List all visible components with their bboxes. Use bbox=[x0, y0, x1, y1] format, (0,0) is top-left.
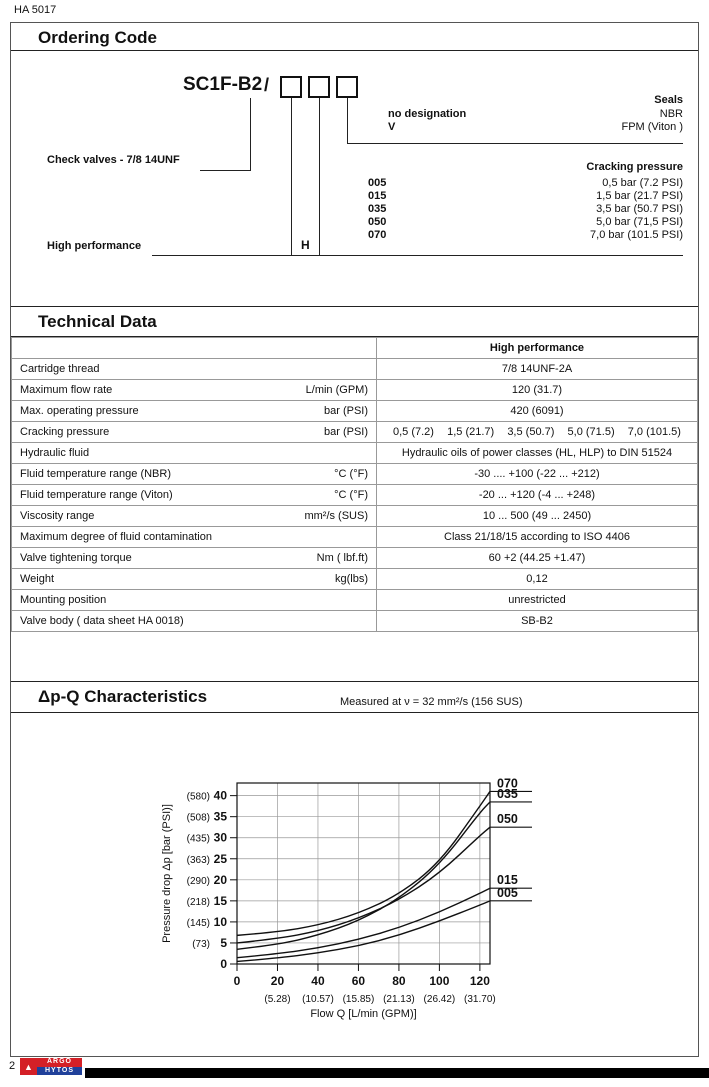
x-tick-gpm-label: (5.28) bbox=[264, 994, 291, 1005]
y-tick-psi-label: (580) bbox=[186, 791, 210, 803]
table-row bbox=[12, 569, 698, 590]
seals-value-nbr: NBR bbox=[659, 108, 683, 120]
logo-text-argo: ARGO bbox=[37, 1058, 82, 1067]
connector-check-valves-horizontal bbox=[200, 170, 251, 171]
cracking-value-050: 5,0 bar (71,5 PSI) bbox=[596, 216, 683, 228]
plot-border bbox=[237, 783, 490, 964]
x-tick-label: 120 bbox=[469, 974, 490, 988]
y-tick-psi-label: (73) bbox=[192, 938, 210, 950]
connector-seals-horizontal bbox=[347, 143, 683, 144]
y-tick-label: 5 bbox=[220, 935, 227, 950]
y-tick-label: 10 bbox=[213, 914, 227, 929]
spec-label: Maximum flow rate bbox=[20, 384, 113, 396]
spec-label: Max. operating pressure bbox=[20, 405, 139, 417]
connector-high-performance-vertical bbox=[291, 98, 292, 256]
cracking-value: 7,0 (101.5) bbox=[627, 426, 681, 438]
spec-label-cell bbox=[12, 443, 377, 464]
table-row bbox=[12, 506, 698, 527]
x-tick-gpm-label: (21.13) bbox=[383, 994, 415, 1005]
x-axis-title: Flow Q [L/min (GPM)] bbox=[310, 1008, 417, 1020]
spec-value-cell: SB-B2 bbox=[377, 611, 698, 632]
spec-value-cell: -20 ... +120 (-4 ... +248) bbox=[377, 485, 698, 506]
spec-label: Weight bbox=[20, 573, 55, 585]
spec-unit: L/min (GPM) bbox=[305, 384, 368, 396]
spec-value-cell: -30 .... +100 (-22 ... +212) bbox=[377, 464, 698, 485]
y-axis-title: Pressure drop Δp [bar (PSI)] bbox=[161, 804, 173, 943]
cracking-value: 1,5 (21.7) bbox=[447, 426, 495, 438]
curve-035 bbox=[237, 802, 490, 949]
cracking-code-070: 070 bbox=[368, 229, 387, 241]
code-box-3 bbox=[336, 76, 358, 98]
spec-label: Maximum degree of fluid contamination bbox=[20, 531, 212, 543]
spec-label-cell bbox=[12, 506, 377, 527]
page-number: 2 bbox=[9, 1060, 16, 1072]
cracking-code-005: 005 bbox=[368, 177, 387, 189]
ordering-code-slash: / bbox=[264, 75, 270, 95]
spec-label-cell bbox=[12, 401, 377, 422]
spec-value-cell: 60 +2 (44.25 +1.47) bbox=[377, 548, 698, 569]
y-tick-psi-label: (435) bbox=[186, 833, 210, 845]
dp-q-subtitle: Measured at ν = 32 mm²/s (156 SUS) bbox=[340, 696, 523, 708]
y-tick-psi-label: (218) bbox=[186, 896, 210, 908]
spec-label-cell bbox=[12, 590, 377, 611]
y-tick-label: 30 bbox=[213, 830, 227, 845]
spec-label-cell bbox=[12, 464, 377, 485]
seals-code-no-designation: no designation bbox=[388, 108, 467, 120]
section-divider bbox=[11, 306, 698, 307]
table-row bbox=[12, 527, 698, 548]
logo-emblem-icon: ▲ bbox=[20, 1058, 37, 1075]
spec-value-cell bbox=[377, 422, 698, 443]
curve-015 bbox=[237, 888, 490, 957]
spec-label: Valve body ( data sheet HA 0018) bbox=[20, 615, 184, 627]
seals-code-v: V bbox=[388, 121, 396, 133]
table-row bbox=[12, 548, 698, 569]
cracking-value-070: 7,0 bar (101.5 PSI) bbox=[590, 229, 683, 241]
curve-label-015: 015 bbox=[497, 873, 518, 888]
code-box-1 bbox=[280, 76, 302, 98]
cracking-value: 5,0 (71.5) bbox=[567, 426, 615, 438]
connector-check-valves-vertical bbox=[250, 98, 251, 171]
argo-hytos-logo bbox=[20, 1058, 82, 1075]
x-tick-label: 20 bbox=[270, 974, 285, 988]
y-tick-label: 25 bbox=[213, 851, 227, 866]
y-tick-psi-label: (145) bbox=[186, 917, 210, 929]
table-row bbox=[12, 590, 698, 611]
table-row bbox=[12, 422, 698, 443]
seals-value-fpm: FPM (Viton ) bbox=[621, 121, 683, 133]
table-row bbox=[12, 443, 698, 464]
y-tick-label: 40 bbox=[213, 788, 227, 803]
curve-label-005: 005 bbox=[497, 885, 518, 900]
curve-label-035: 035 bbox=[497, 786, 518, 801]
technical-data-title: Technical Data bbox=[38, 312, 157, 331]
spec-label-cell bbox=[12, 527, 377, 548]
spec-label-cell bbox=[12, 611, 377, 632]
cracking-code-050: 050 bbox=[368, 216, 387, 228]
high-performance-label: High performance bbox=[47, 240, 142, 252]
cracking-value-005: 0,5 bar (7.2 PSI) bbox=[602, 177, 683, 189]
column-header-cell: High performance bbox=[377, 338, 698, 359]
y-tick-psi-label: (508) bbox=[186, 812, 210, 824]
connector-seals-vertical bbox=[347, 98, 348, 143]
logo-text-hytos: HYTOS bbox=[37, 1067, 82, 1076]
spec-label: Fluid temperature range (NBR) bbox=[20, 468, 172, 480]
spec-label-cell bbox=[12, 359, 377, 380]
spec-label: Viscosity range bbox=[20, 510, 95, 522]
x-tick-label: 100 bbox=[429, 974, 450, 988]
x-tick-label: 60 bbox=[351, 974, 366, 988]
doc-number: HA 5017 bbox=[14, 4, 57, 16]
spec-label-cell bbox=[12, 380, 377, 401]
cracking-value-035: 3,5 bar (50.7 PSI) bbox=[596, 203, 683, 215]
table-row bbox=[12, 485, 698, 506]
spec-unit: Nm ( lbf.ft) bbox=[316, 552, 368, 564]
x-tick-label: 0 bbox=[233, 974, 241, 988]
check-valves-label: Check valves - 7/8 14UNF bbox=[47, 154, 180, 166]
cracking-code-015: 015 bbox=[368, 190, 387, 202]
ordering-code-title: Ordering Code bbox=[38, 28, 158, 47]
spec-label: Mounting position bbox=[20, 594, 107, 606]
x-tick-gpm-label: (15.85) bbox=[342, 994, 375, 1005]
spec-label-cell bbox=[12, 569, 377, 590]
spec-label-cell bbox=[12, 485, 377, 506]
spec-label: Cartridge thread bbox=[20, 363, 100, 375]
y-tick-label: 15 bbox=[213, 893, 227, 908]
x-tick-gpm-label: (31.70) bbox=[464, 994, 496, 1005]
high-performance-code: H bbox=[301, 238, 310, 252]
spec-value-cell: 120 (31.7) bbox=[377, 380, 698, 401]
dp-q-title: Δp-Q Characteristics bbox=[38, 687, 208, 706]
y-tick-psi-label: (290) bbox=[186, 875, 210, 887]
seals-heading: Seals bbox=[654, 94, 683, 106]
table-header-row bbox=[12, 338, 698, 359]
cracking-value: 0,5 (7.2) bbox=[393, 426, 434, 438]
section-divider bbox=[11, 681, 698, 682]
spec-value-cell: 10 ... 500 (49 ... 2450) bbox=[377, 506, 698, 527]
spec-unit: bar (PSI) bbox=[323, 405, 368, 417]
spec-value-cell: unrestricted bbox=[377, 590, 698, 611]
spec-value-cell: Hydraulic oils of power classes (HL, HLP) to DIN 51524 bbox=[377, 443, 698, 464]
x-tick-label: 40 bbox=[311, 974, 325, 988]
spec-unit: °C (°F) bbox=[334, 489, 368, 501]
x-tick-gpm-label: (10.57) bbox=[302, 994, 334, 1005]
code-box-2 bbox=[308, 76, 330, 98]
curve-070 bbox=[237, 791, 490, 935]
spec-unit: kg(lbs) bbox=[334, 573, 368, 585]
spec-label: Fluid temperature range (Viton) bbox=[20, 489, 173, 501]
curve-label-050: 050 bbox=[497, 812, 518, 827]
table-row bbox=[12, 359, 698, 380]
x-tick-label: 80 bbox=[392, 974, 406, 988]
spec-label: Hydraulic fluid bbox=[20, 447, 90, 459]
y-tick-label: 35 bbox=[213, 809, 227, 824]
spec-label: Cracking pressure bbox=[20, 426, 110, 438]
spec-unit: °C (°F) bbox=[334, 468, 368, 480]
spec-value-cell: 420 (6091) bbox=[377, 401, 698, 422]
spec-value-cell: 7/8 14UNF-2A bbox=[377, 359, 698, 380]
dp-q-chart bbox=[0, 740, 709, 1040]
connector-bottom-horizontal bbox=[152, 255, 683, 256]
curve-label-070: 070 bbox=[497, 776, 518, 791]
connector-cracking-vertical bbox=[319, 98, 320, 256]
table-row bbox=[12, 380, 698, 401]
x-tick-gpm-label: (26.42) bbox=[423, 994, 456, 1005]
cracking-value: 3,5 (50.7) bbox=[507, 426, 555, 438]
ordering-code-text: SC1F-B2 bbox=[183, 74, 263, 95]
spec-unit: mm²/s (SUS) bbox=[304, 510, 368, 522]
section-divider bbox=[11, 50, 698, 51]
spec-label-cell bbox=[12, 422, 377, 443]
cracking-code-035: 035 bbox=[368, 203, 387, 215]
table-row bbox=[12, 401, 698, 422]
y-tick-psi-label: (363) bbox=[186, 854, 210, 866]
spec-value-cell: Class 21/18/15 according to ISO 4406 bbox=[377, 527, 698, 548]
footer-bar bbox=[85, 1068, 709, 1078]
cracking-pressure-heading: Cracking pressure bbox=[586, 161, 683, 173]
table-row bbox=[12, 464, 698, 485]
y-tick-label: 20 bbox=[213, 872, 227, 887]
spec-unit: bar (PSI) bbox=[323, 426, 368, 438]
spec-label-cell bbox=[12, 548, 377, 569]
table-row bbox=[12, 611, 698, 632]
y-tick-label: 0 bbox=[220, 957, 227, 971]
cracking-value-015: 1,5 bar (21.7 PSI) bbox=[596, 190, 683, 202]
technical-data-table bbox=[11, 337, 698, 632]
spec-label: Valve tightening torque bbox=[20, 552, 132, 564]
spec-value-cell: 0,12 bbox=[377, 569, 698, 590]
spec-label-cell bbox=[12, 338, 377, 359]
section-divider bbox=[11, 712, 698, 713]
